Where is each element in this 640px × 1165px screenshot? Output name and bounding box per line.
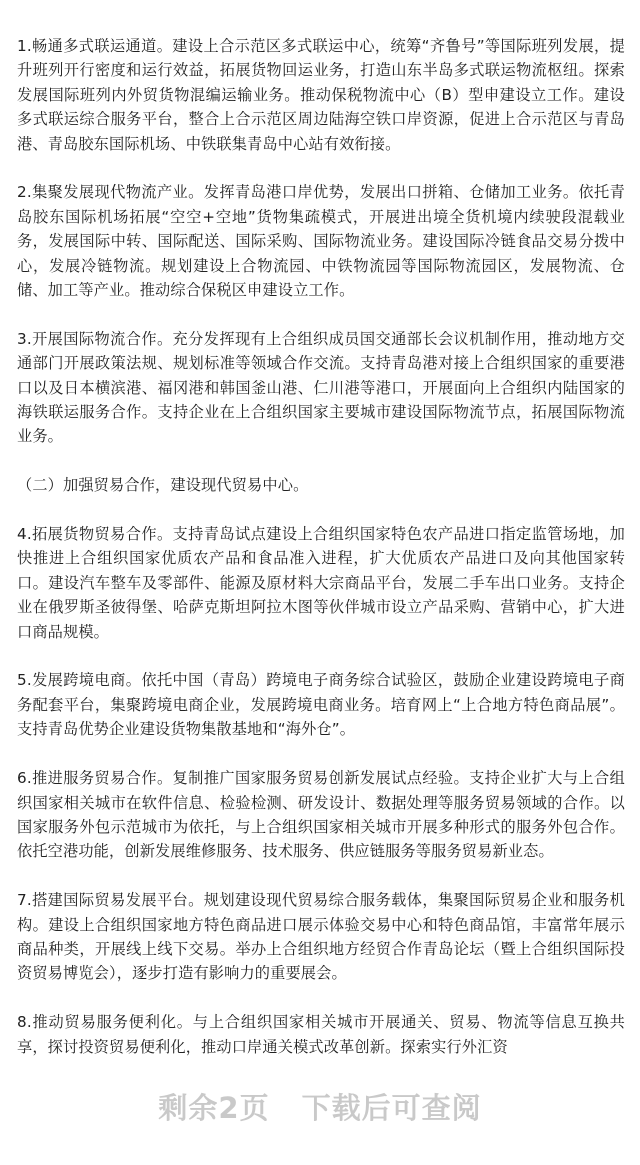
paragraph-6: 6.推进服务贸易合作。复制推广国家服务贸易创新发展试点经验。支持企业扩大与上合组织国家相关城市在软件信息、检验检测、研发设计、数据处理等服务贸易领域的合作。以国家服务外包示范城市为依托，与上合组织国家相关城市开展多种形式的服务外包合作。依托空港功能，创新发展维修服务、技术服务、供应链服务等服务贸易新业态。	[17, 769, 625, 861]
paragraph-3: 3.开展国际物流合作。充分发挥现有上合组织成员国交通部长会议机制作用，推动地方交通部门开展政策法规、规划标准等领域合作交流。支持青岛港对接上合组织国家的重要港口以及日本横滨港、福冈港和韩国釜山港、仁川港等港口，开展面向上合组织内陆国家的海铁联运服务合作。支持企业在上合组织国家主要城市建设国际物流节点，拓展国际物流业务。	[17, 329, 625, 446]
paragraph-2: 2.集聚发展现代物流产业。发挥青岛港口岸优势，发展出口拼箱、仓储加工业务。依托青岛胶东国际机场拓展“空空+空地”货物集疏模式，开展进出境全货机境内续驶段混载业务，发展国际中转、国际配送、国际采购、国际物流业务。建设国际冷链食品交易分拨中心，发展冷链物流。规划建设上合物流园、中铁物流园等国际物流园区，发展物流、仓储、加工等产业。推动综合保税区申建设立工作。	[17, 183, 625, 300]
download-prompt[interactable]	[0, 1086, 640, 1127]
paragraph-1: 1.畅通多式联运通道。建设上合示范区多式联运中心，统筹“齐鲁号”等国际班列发展，提升班列开行密度和运行效益，拓展货物回运业务，打造山东半岛多式联运物流枢纽。探索发展国际班列内外贸货物混编运输业务。推动保税物流中心（B）型申建设立工作。建设多式联运综合服务平台，整合上合示范区周边陆海空铁口岸资源，促进上合示范区与青岛港、青岛胶东国际机场、中铁联集青岛中心站有效衔接。	[17, 37, 625, 153]
paragraph-7: 7.搭建国际贸易发展平台。规划建设现代贸易综合服务载体，集聚国际贸易企业和服务机构。建设上合组织国家地方特色商品进口展示体验交易中心和特色商品馆，丰富常年展示商品种类，开展线上线下交易。举办上合组织地方经贸合作青岛论坛（暨上合组织国际投资贸易博览会），逐步打造有影响力的重要展会。	[17, 891, 625, 983]
paragraph-8: 8.推动贸易服务便利化。与上合组织国家相关城市开展通关、贸易、物流等信息互换共享，探讨投资贸易便利化，推动口岸通关模式改革创新。探索实行外汇资	[17, 1013, 625, 1056]
remaining-pages-label: 剩余2页	[158, 1091, 270, 1125]
document-body	[17, 34, 625, 1083]
paragraph-4: 4.拓展货物贸易合作。支持青岛试点建设上合组织国家特色农产品进口指定监管场地，加快推进上合组织国家优质农产品和食品准入进程，扩大优质农产品进口及向其他国家转口。建设汽车整车及零部件、能源及原材料大宗商品平台，发展二手车出口业务。支持企业在俄罗斯圣彼得堡、哈萨克斯坦阿拉木图等伙伴城市设立产品采购、营销中心，扩大进口商品规模。	[17, 525, 625, 641]
download-hint-label: 下载后可查阅	[301, 1091, 482, 1125]
section-heading: （二）加强贸易合作，建设现代贸易中心。	[17, 476, 309, 495]
paragraph-5: 5.发展跨境电商。依托中国（青岛）跨境电子商务综合试验区，鼓励企业建设跨境电子商务配套平台，集聚跨境电商企业，发展跨境电商业务。培育网上“上合地方特色商品展”。支持青岛优势企业建设货物集散基地和“海外仓”。	[17, 671, 625, 739]
